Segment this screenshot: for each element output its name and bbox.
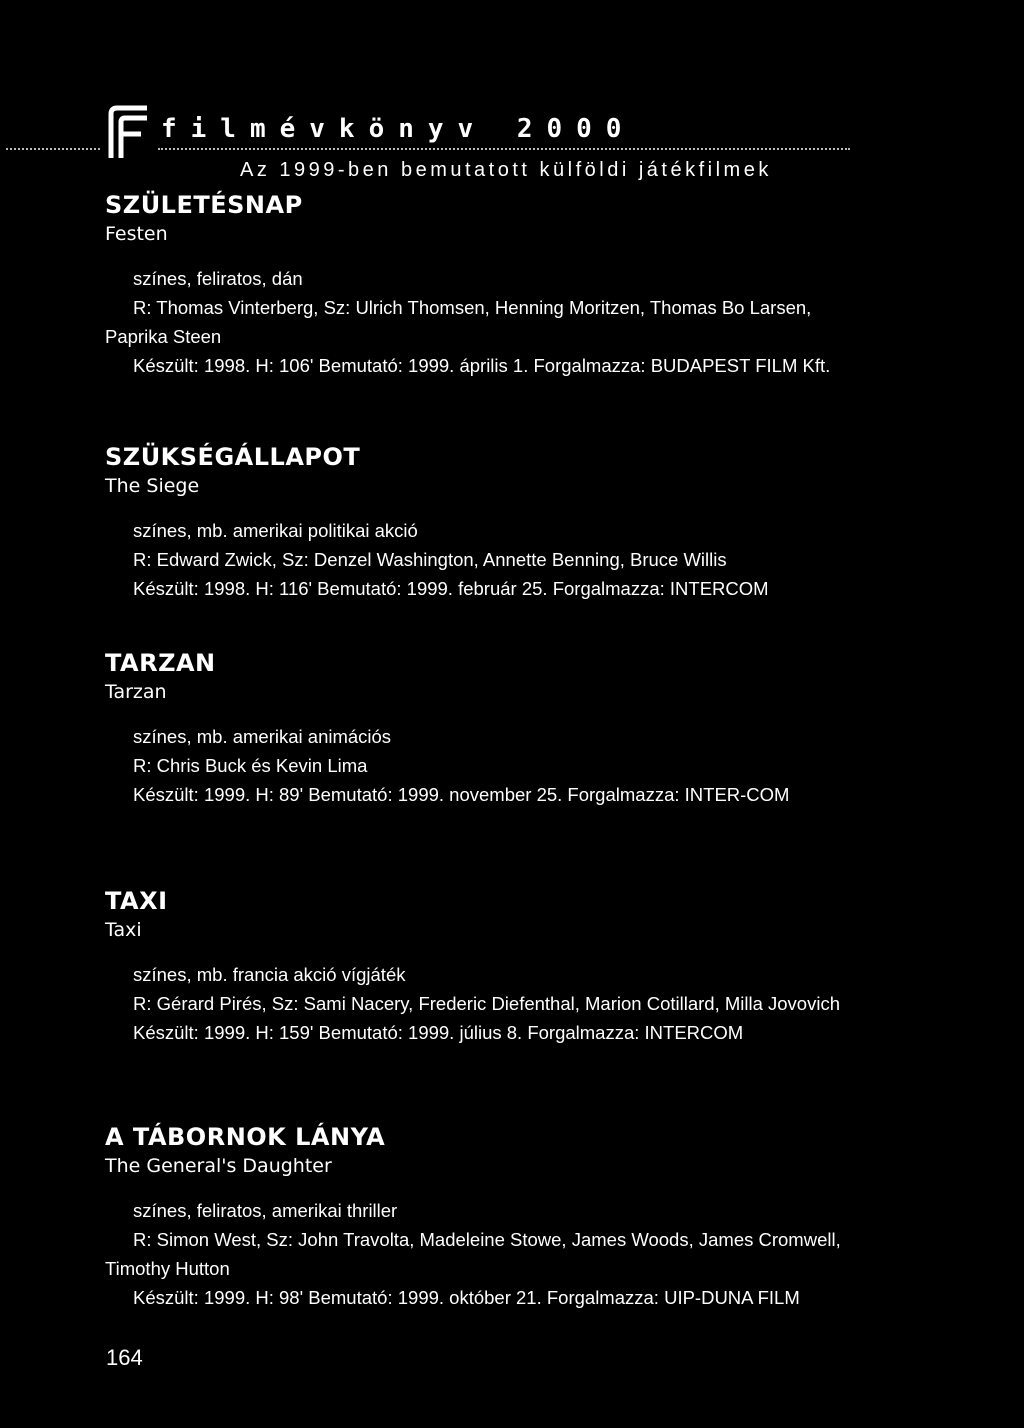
- film-credits: R: Gérard Pirés, Sz: Sami Nacery, Frederic Diefenthal, Marion Cotillard, Milla Jovovich: [133, 993, 840, 1014]
- film-genre: színes, mb. amerikai animációs: [133, 726, 392, 747]
- film-original-title: Taxi: [105, 919, 142, 941]
- header-rule-left: [6, 148, 100, 150]
- film-credits: R: Chris Buck és Kevin Lima: [133, 755, 368, 776]
- film-entry-taxi: [105, 886, 853, 1047]
- film-entry-a-tabornok-lanya: [105, 1122, 853, 1312]
- film-entry-tarzan: [105, 648, 853, 809]
- film-credits: R: Edward Zwick, Sz: Denzel Washington, Annette Benning, Bruce Willis: [133, 549, 727, 570]
- film-title: SZÜKSÉGÁLLAPOT: [105, 443, 361, 471]
- page-header: [0, 100, 1024, 190]
- film-original-title: Festen: [105, 223, 168, 245]
- film-title: TARZAN: [105, 649, 216, 677]
- film-title: TAXI: [105, 887, 168, 915]
- film-entry-szuletesnap: [105, 190, 853, 380]
- filmevkonyv-logo-icon: [105, 104, 151, 160]
- film-genre: színes, feliratos, dán: [133, 268, 303, 289]
- film-genre: színes, mb. amerikai politikai akció: [133, 520, 418, 541]
- film-release-info: Készült: 1999. H: 159' Bemutató: 1999. július 8. Forgalmazza: INTERCOM: [133, 1022, 744, 1043]
- header-title: filmévkönyv 2000: [161, 114, 636, 144]
- header-rule-right: [158, 148, 850, 150]
- film-credits: R: Thomas Vinterberg, Sz: Ulrich Thomsen, Henning Moritzen, Thomas Bo Larsen, Paprika Steen: [105, 297, 812, 347]
- header-subtitle: Az 1999-ben bemutatott külföldi játékfilmek: [240, 159, 772, 181]
- film-genre: színes, mb. francia akció vígjáték: [133, 964, 406, 985]
- film-release-info: Készült: 1999. H: 98' Bemutató: 1999. október 21. Forgalmazza: UIP-DUNA FILM: [133, 1287, 800, 1308]
- film-genre: színes, feliratos, amerikai thriller: [133, 1200, 398, 1221]
- film-credits: R: Simon West, Sz: John Travolta, Madeleine Stowe, James Woods, James Cromwell, Timothy Hutton: [105, 1229, 841, 1279]
- film-original-title: The General's Daughter: [105, 1155, 332, 1177]
- film-original-title: The Siege: [105, 475, 200, 497]
- film-release-info: Készült: 1999. H: 89' Bemutató: 1999. november 25. Forgalmazza: INTER-COM: [133, 784, 790, 805]
- page-number: 164: [106, 1345, 143, 1370]
- film-title: SZÜLETÉSNAP: [105, 191, 303, 219]
- film-release-info: Készült: 1998. H: 116' Bemutató: 1999. február 25. Forgalmazza: INTERCOM: [133, 578, 769, 599]
- film-original-title: Tarzan: [105, 681, 167, 703]
- film-release-info: Készült: 1998. H: 106' Bemutató: 1999. április 1. Forgalmazza: BUDAPEST FILM Kft.: [133, 355, 831, 376]
- film-title: A TÁBORNOK LÁNYA: [105, 1123, 386, 1151]
- film-entry-szuksegallapot: [105, 442, 853, 603]
